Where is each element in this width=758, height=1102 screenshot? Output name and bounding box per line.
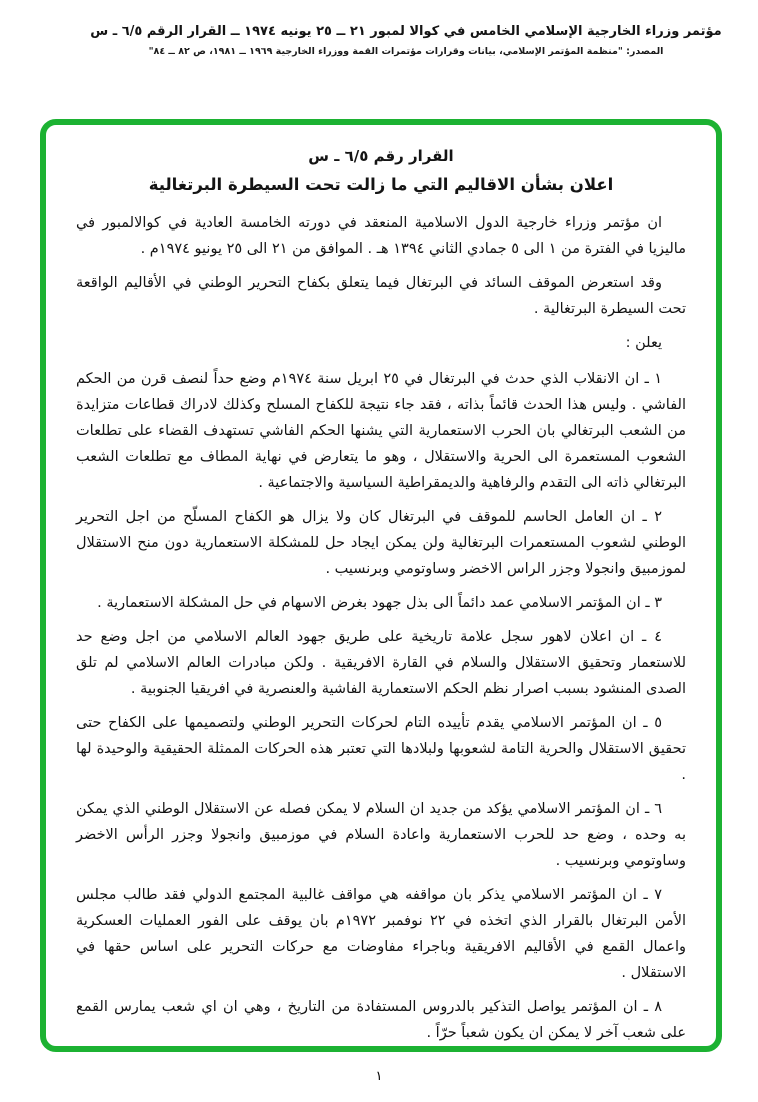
page-number: ١ <box>375 1069 383 1084</box>
resolution-item-3: ٣ ـ ان المؤتمر الاسلامي عمد دائماً الى بذل جهود بغرض الاسهام في حل المشكلة الاستعمارية . <box>97 595 662 611</box>
resolution-item-8: ٨ ـ ان المؤتمر يواصل التذكير بالدروس المستفادة من التاريخ ، وهي ان اي شعب يمارس القمع على شعب آخر لا يمكن ان يكون شعباً حرّاً . <box>76 999 686 1041</box>
declare-label: يعلن : <box>625 335 662 351</box>
declaration-title: اعلان بشأن الاقاليم التي ما زالت تحت السيطرة البرتغالية <box>148 175 614 194</box>
intro-paragraph-1: ان مؤتمر وزراء خارجية الدول الاسلامية المنعقد في دورته الخامسة العادية في كوالالمبور في ماليزيا في الفترة من ١ الى ٥ جمادي الثاني ١٣٩٤ هـ . الموافق من ٢١ الى ٢٥ يونيو ١٩٧٤م . <box>76 215 686 257</box>
resolution-item-6: ٦ ـ ان المؤتمر الاسلامي يؤكد من جديد ان السلام لا يمكن فصله عن الاستقلال الوطني الذي يمكن به وحده ، وضع حد للحرب الاستعمارية واعادة السلام في موزمبيق وانجولا وجزر الرأس الاخضر وساوتومي وبرنسيب . <box>76 801 686 869</box>
resolution-item-2: ٢ ـ ان العامل الحاسم للموقف في البرتغال كان ولا يزال هو الكفاح المسلّح من اجل التحرير الوطني لشعوب المستعمرات البرتغالية ولن يمكن ايجاد حل للمشكلة الاستعمارية دون منح الاستقلال لموزمبيق وانجولا وجزر الراس الاخضر وساوتومي وبرنسيب . <box>76 509 686 577</box>
header-conference-title: مؤتمر وزراء الخارجية الإسلامي الخامس في كوالا لمبور ٢١ ــ ٢٥ يونيه ١٩٧٤ ــ القرار الرقم ٦/٥ ـ س <box>90 24 722 39</box>
resolution-item-5: ٥ ـ ان المؤتمر الاسلامي يقدم تأييده التام لحركات التحرير الوطني ولتصميمها على الكفاح حتى تحقيق الاستقلال والحرية التامة لشعوبها ولبلادها التي تعتبر هذه الحركات الممثلة الحقيقية والوحيدة لها . <box>76 715 686 783</box>
document-frame <box>40 119 722 1052</box>
resolution-item-7: ٧ ـ ان المؤتمر الاسلامي يذكر بان مواقفه هي مواقف غالبية المجتمع الدولي فقد طالب مجلس الأمن البرتغال بالقرار الذي اتخذه في ٢٢ نوفمبر ١٩٧٢م بان يوقف على الفور العمليات العسكرية واعمال القمع في الأقاليم الافريقية وباجراء مفاوضات مع حركات التحرير على اساس حقها في الاستقلال . <box>76 887 687 981</box>
resolution-number-title: القرار رقم ٦/٥ ـ س <box>308 147 454 165</box>
header-source-citation: المصدر: "منظمة المؤتمر الإسلامي، بيانات وقرارات مؤتمرات القمة ووزراء الخارجية ١٩٦٩ ــ ١٩٨١، ص ٨٢ ــ ٨٤" <box>148 46 664 57</box>
intro-paragraph-2: وقد استعرض الموقف السائد في البرتغال فيما يتعلق بكفاح التحرير الوطني في الأقاليم الواقعة تحت السيطرة البرتغالية . <box>76 275 686 317</box>
resolution-item-1: ١ ـ ان الانقلاب الذي حدث في البرتغال في ٢٥ ابريل سنة ١٩٧٤م وضع حداً لنصف قرن من الحكم الفاشي . وليس هذا الحدث قائماً بذاته ، فقد جاء نتيجة للكفاح المسلح وكذلك لادراك قطاعات متزايدة من الشعب البرتغالي بان الحرب الاستعمارية التي يشنها الحكم الفاشي تستهدف القضاء على تطلعات الشعوب المستعمرة الى الحرية والاستقلال ، وهو ما يتعارض في نهاية المطاف مع تطلعات الشعب البرتغالي ذاته الى التقدم والرفاهية والديمقراطية السياسية والاجتماعية . <box>76 371 686 491</box>
resolution-item-4: ٤ ـ ان اعلان لاهور سجل علامة تاريخية على طريق جهود العالم الاسلامي من اجل وضع حد للاستعمار وتحقيق الاستقلال والسلام في القارة الافريقية . ولكن مبادرات العالم الاسلامي لم تلق الصدى المنشود بسبب اصرار نظم الحكم الاستعمارية الفاشية والعنصرية في افريقيا الجنوبية . <box>76 629 686 697</box>
source-header <box>0 24 752 57</box>
